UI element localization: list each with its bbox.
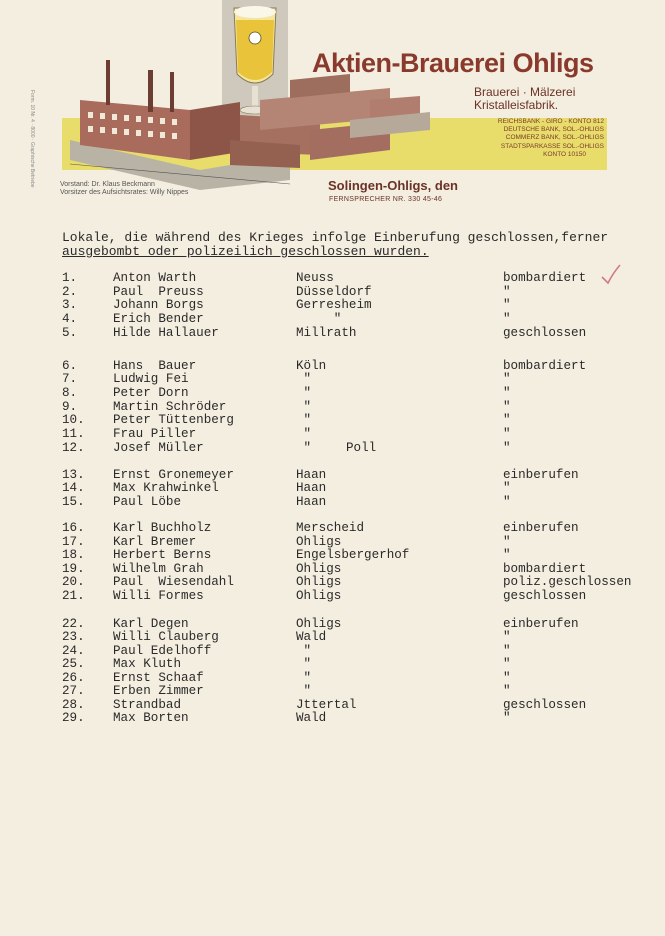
entry-status: geschlossen [503, 326, 587, 340]
list-item [0, 298, 665, 312]
bank-line: DEUTSCHE BANK, SOL.-OHLIGS [503, 126, 604, 134]
entry-city: Wald [296, 630, 327, 644]
entry-city: Gerresheim [296, 298, 372, 312]
entry-name: Hilde Hallauer [113, 326, 219, 340]
list-item [0, 359, 665, 373]
entry-status: " [503, 684, 511, 698]
place-date-line: Solingen-Ohligs, den [328, 178, 458, 193]
board-info [60, 181, 188, 197]
list-item [0, 413, 665, 427]
entry-city: Ohligs [296, 575, 342, 589]
list-item [0, 372, 665, 386]
entry-extra: Poll [346, 441, 377, 455]
entry-status: " [503, 630, 511, 644]
entry-number: 14. [62, 481, 85, 495]
entry-number: 3. [62, 298, 78, 312]
entry-name: Karl Bremer [113, 535, 197, 549]
entry-city: " [296, 441, 312, 455]
entry-name: Max Borten [113, 711, 189, 725]
bank-details [474, 118, 604, 159]
entry-name: Ludwig Fei [113, 372, 189, 386]
entry-name: Hans Bauer [113, 359, 197, 373]
entry-number: 15. [62, 495, 85, 509]
entry-number: 16. [62, 521, 85, 535]
entry-number: 7. [62, 372, 78, 386]
entry-city: " [296, 372, 312, 386]
entry-name: Frau Piller [113, 427, 197, 441]
entry-number: 10. [62, 413, 85, 427]
entry-number: 9. [62, 400, 78, 414]
entry-name: Anton Warth [113, 271, 197, 285]
list-item [0, 326, 665, 340]
entry-number: 23. [62, 630, 85, 644]
entry-name: Herbert Berns [113, 548, 212, 562]
entry-name: Paul Wiesendahl [113, 575, 234, 589]
entry-city: " [296, 657, 312, 671]
list-item [0, 386, 665, 400]
bank-line: REICHSBANK - GIRO - KONTO 812 [497, 118, 604, 125]
entry-name: Max Krahwinkel [113, 481, 219, 495]
entry-status: poliz.geschlossen [503, 575, 632, 589]
entry-city: Köln [296, 359, 327, 373]
list-item [0, 630, 665, 644]
entry-city: Haan [296, 468, 327, 482]
entry-status: " [503, 481, 511, 495]
entry-city: Millrath [296, 326, 357, 340]
document-heading [62, 231, 608, 259]
entry-name: Josef Müller [113, 441, 204, 455]
entry-city: " [296, 427, 312, 441]
entry-name: Karl Degen [113, 617, 189, 631]
entry-city: Ohligs [296, 589, 342, 603]
list-item [0, 481, 665, 495]
list-item [0, 711, 665, 725]
list-item [0, 400, 665, 414]
entry-city: Jttertal [296, 698, 357, 712]
side-print: Form. 10 Nr. 4 · 8000 · Graphische Betriebe [29, 90, 35, 188]
entry-status: bombardiert [503, 271, 587, 285]
aufsichtsrat-line: Vorsitzer des Aufsichtsrates: Willy Nippes [60, 189, 189, 196]
list-item [0, 657, 665, 671]
brewery-illustration [60, 60, 480, 190]
entry-status: " [503, 413, 511, 427]
entry-number: 18. [62, 548, 85, 562]
entry-status: " [503, 535, 511, 549]
entry-city: Merscheid [296, 521, 365, 535]
entry-name: Peter Tüttenberg [113, 413, 234, 427]
entry-city: Neuss [296, 271, 334, 285]
entry-number: 24. [62, 644, 85, 658]
list-item [0, 427, 665, 441]
list-item [0, 548, 665, 562]
list-item [0, 671, 665, 685]
entry-status: " [503, 400, 511, 414]
bank-line: STADTSPARKASSE SOL.-OHLIGS [500, 142, 604, 150]
list-item [0, 575, 665, 589]
entry-city: " [296, 644, 312, 658]
list-item [0, 312, 665, 326]
entry-number: 1. [62, 271, 78, 285]
bank-line: COMMERZ BANK, SOL.-OHLIGS [505, 134, 604, 142]
entry-number: 20. [62, 575, 85, 589]
vorstand-line: Vorstand: Dr. Klaus Beckmann [60, 181, 155, 188]
list-item [0, 644, 665, 658]
entry-status: " [503, 285, 511, 299]
entry-status: " [503, 372, 511, 386]
list-item [0, 271, 665, 285]
entry-status: einberufen [503, 617, 579, 631]
entry-number: 12. [62, 441, 85, 455]
entry-city: Haan [296, 481, 327, 495]
entry-number: 19. [62, 562, 85, 576]
entry-number: 13. [62, 468, 85, 482]
list-item [0, 684, 665, 698]
entry-name: Ernst Gronemeyer [113, 468, 234, 482]
entry-status: " [503, 657, 511, 671]
heading-line-1: Lokale, die während des Krieges infolge Einberufung geschlossen,ferner [62, 230, 609, 245]
entry-number: 25. [62, 657, 85, 671]
entry-number: 8. [62, 386, 78, 400]
entry-status: " [503, 441, 511, 455]
list-item [0, 535, 665, 549]
entry-city: " [296, 413, 312, 427]
entry-city: Ohligs [296, 535, 342, 549]
entry-status: bombardiert [503, 359, 587, 373]
entry-city: " [296, 684, 312, 698]
entry-name: Paul Edelhoff [113, 644, 212, 658]
entry-status: " [503, 312, 511, 326]
entry-number: 6. [62, 359, 78, 373]
entry-city: Haan [296, 495, 327, 509]
entry-status: bombardiert [503, 562, 587, 576]
entry-city: " [296, 312, 342, 326]
entry-status: " [503, 548, 511, 562]
list-item [0, 441, 665, 455]
entry-status: " [503, 671, 511, 685]
list-item [0, 285, 665, 299]
bank-line: KONTO 10150 [543, 150, 586, 158]
list-item [0, 495, 665, 509]
company-name: Aktien-Brauerei Ohligs [312, 48, 594, 78]
entry-number: 17. [62, 535, 85, 549]
entry-status: einberufen [503, 521, 579, 535]
entry-status: einberufen [503, 468, 579, 482]
entry-number: 27. [62, 684, 85, 698]
entry-status: " [503, 298, 511, 312]
entry-name: Strandbad [113, 698, 182, 712]
entry-status: geschlossen [503, 589, 587, 603]
entry-city: " [296, 671, 312, 685]
company-subtitle-1: Brauerei · Mälzerei [474, 85, 576, 99]
entry-number: 28. [62, 698, 85, 712]
entry-number: 5. [62, 326, 78, 340]
entry-status: " [503, 386, 511, 400]
entry-status: " [503, 427, 511, 441]
entry-name: Paul Preuss [113, 285, 204, 299]
list-item [0, 468, 665, 482]
list-item [0, 562, 665, 576]
entry-status: " [503, 495, 511, 509]
entry-name: Johann Borgs [113, 298, 204, 312]
entry-number: 26. [62, 671, 85, 685]
entry-name: Erben Zimmer [113, 684, 204, 698]
entry-name: Karl Buchholz [113, 521, 212, 535]
entry-name: Erich Bender [113, 312, 204, 326]
list-item [0, 589, 665, 603]
entry-status: geschlossen [503, 698, 587, 712]
entry-city: Wald [296, 711, 327, 725]
entry-number: 22. [62, 617, 85, 631]
entry-city: Düsseldorf [296, 285, 372, 299]
entry-name: Willi Formes [113, 589, 204, 603]
entry-number: 21. [62, 589, 85, 603]
entry-city: Engelsbergerhof [296, 548, 410, 562]
entry-name: Paul Löbe [113, 495, 182, 509]
entry-name: Wilhelm Grah [113, 562, 204, 576]
entry-number: 2. [62, 285, 78, 299]
list-item [0, 617, 665, 631]
entry-name: Martin Schröder [113, 400, 227, 414]
company-subtitle-2: Kristalleisfabrik. [474, 98, 559, 112]
entry-status: " [503, 644, 511, 658]
entry-name: Peter Dorn [113, 386, 189, 400]
letterhead [0, 0, 665, 215]
entry-city: Ohligs [296, 562, 342, 576]
list-item [0, 521, 665, 535]
entry-number: 11. [62, 427, 85, 441]
entry-status: " [503, 711, 511, 725]
entry-city: " [296, 400, 312, 414]
entry-city: Ohligs [296, 617, 342, 631]
entry-number: 4. [62, 312, 78, 326]
entry-number: 29. [62, 711, 85, 725]
entry-city: " [296, 386, 312, 400]
entry-name: Ernst Schaaf [113, 671, 204, 685]
heading-line-2: ausgebombt oder polizeilich geschlossen wurden. [62, 244, 429, 259]
phone-number: FERNSPRECHER NR. 330 45-46 [329, 196, 443, 203]
list-item [0, 698, 665, 712]
entry-name: Max Kluth [113, 657, 182, 671]
entry-name: Willi Clauberg [113, 630, 219, 644]
